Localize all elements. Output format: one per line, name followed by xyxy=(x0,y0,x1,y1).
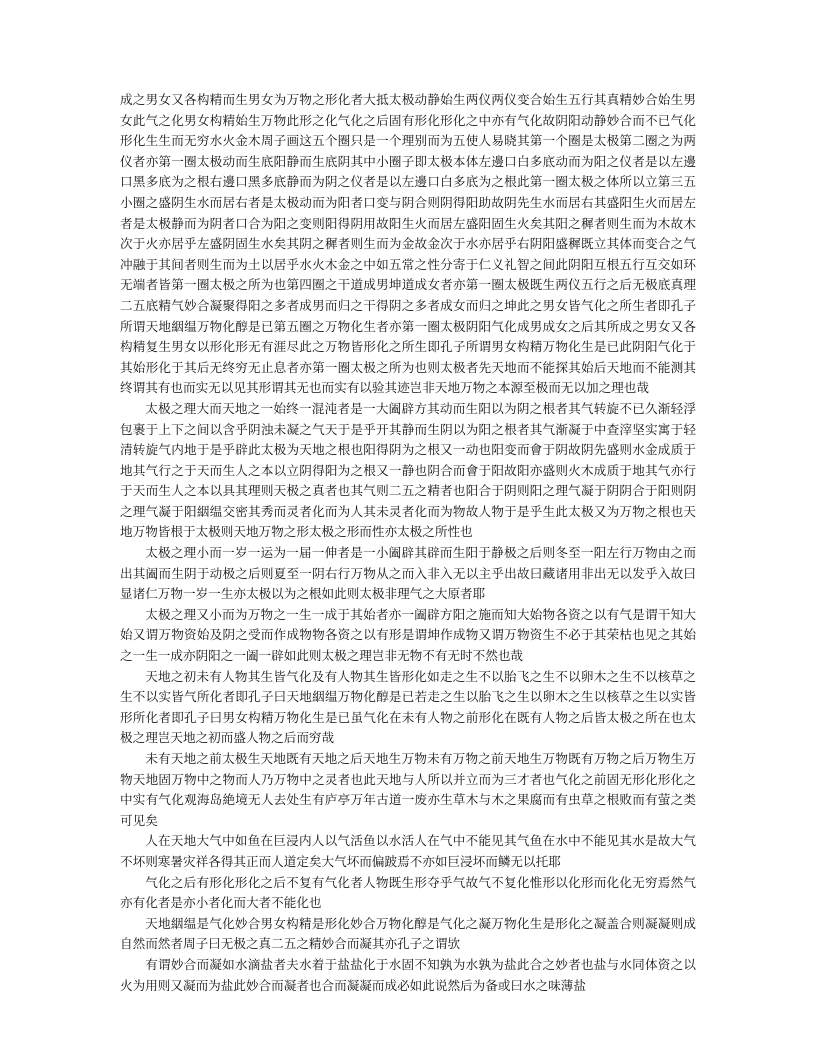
paragraph-2: 太极之理大而天地之一始终一混沌者是一大阖辟方其动而生阳以为阴之根者其气转旋不已久渐轻浮包裹于上下之间以含乎阴浊未凝之气天于是乎开其静而生阴以为阳之根者其气渐凝于中查滓坚实寓于轻清转旋气内地于是乎辟此太极为天地之根也阳得阴为之根又一动也阳变而會于阴故阴先盛则水金成质于地其气行之于天而生人之本以立阴得阳为之根又一静也阴合而會于阳故阳亦盛则火木成质于地其气亦行于天而生人之本以具其理则天极之真者也其气则二五之精者也阳合于阴则阳之理气凝于阴阴合于阳则阴之理气凝于阳絪缊交密其秀而灵者化而为人其未灵者化而为物故人物于是乎生此太极又为万物之根也天地万物皆根于太极则天地万物之形太极之形而性亦太极之所性也 xyxy=(120,400,696,540)
paragraph-5: 天地之初未有人物其生皆气化及有人物其生皆形化如走之生不以胎飞之生不以卵木之生不以核草之生不以实皆气所化者即孔子曰天地絪缊万物化醇是已若走之生以胎飞之生以卵木之生以核草之生以实皆形所化者即孔子曰男女构精万物化生是已虽气化在未有人物之前形化在既有人物之后皆太极之所在也太极之理岂天地之初而盛人物之后而穷哉 xyxy=(120,668,696,746)
paragraph-8: 气化之后有形化形化之后不复有气化者人物既生形夺乎气故气不复化惟形以化形而化化无穷焉然气亦有化者是亦小者化而大者不能化也 xyxy=(120,874,696,911)
paragraph-4: 太极之理又小而为万物之一生一成于其始者亦一阖辟方阳之施而知大始物各资之以有气是谓干知大始又谓万物资始及阴之受而作成物物各资之以有形是谓坤作成物又谓万物资生不必于其荣枯也见之其始之一生一成亦阴阳之一阖一辟如此则太极之理岂非无物不有无时不然也哉 xyxy=(120,606,696,664)
paragraph-7: 人在天地大气中如鱼在巨浸内人以气活鱼以水活人在气中不能见其气鱼在水中不能见其水是故大气不坏则寒暑灾祥各得其正而人道定矣大气坏而偏跛焉不亦如巨浸坏而鳞无以托耶 xyxy=(120,833,696,869)
paragraph-1: 成之男女又各构精而生男女为万物之形化者大抵太极动静始生两仪两仪变合始生五行其真精妙合始生男女此气之化男女构精始生万物此形之化气化之后固有形化形化之中亦有气化故阴阳动静妙合而不已气化形化生生而无穷水火金木周子画这五个圈只是一个理别而为五使人易晓其第一个圈是太极第二圈之为两仪者亦第一圈太极动而生底阳静而生底阴其中小圈子即太极本体左邊口白多底动而为阳之仪者是以左邊口黑多底为之根右邊口黑多底静而为阴之仪者是以左邊口白多底为之根此第一圈太极之体所以立第三五小圈之盛阴生水而居右者是太极动而为阳者口变与阴合则阴得阳助故阴先生水而居右其盛阳生火而居左者是太极静而为阴者口合为阳之变则阳得阴用故阳生火而居左盛阳固生火矣其阳之穉者则生而为木故木次于火亦居乎左盛阴固生水矣其阴之穉者则生而为金故金次于水亦居乎右阴阳盛穉既立其体而变合之气冲融于其间者则生而为土以居乎水火木金之中如五常之性分寄于仁义礼智之间此阴阳互根五行互交如环无端者皆第一圈太极之所为也第四圈之干道成男坤道成女者亦第一圈太极既生两仪五行之后无极底真理二五底精气妙合凝聚得阳之多者成男而归之干得阴之多者成女而归之坤此之男女皆气化之所生者即孔子所谓天地絪缊万物化醇是已第五圈之万物化生者亦第一圈太极阴阳气化成男成女之后其所成之男女又各构精复生男女以形化形无有涯尽此之万物皆形化之所生即孔子所谓男女构精万物化生是已此阴阳气化于其始形化于其后无终穷无止息者亦第一圈太极之所为也则太极者先天地而不能探其始后天地而不能测其终谓其有也而实无以见其形谓其无也而实有以验其迹岂非天地万物之本源至极而无以加之理也哉 xyxy=(120,92,696,396)
paragraph-10: 有谓妙合而凝如水滴盐者夫水着于盐盐化于水固不知孰为水孰为盐此合之妙者也盐与水同体资之以火为用则又凝而为盐此妙合而凝者也合而凝凝而成必如此说然后为备或曰水之味薄盐 xyxy=(120,956,696,993)
paragraph-3: 太极之理小而一岁一运为一届一伸者是一小阖辟其辟而生阳于静极之后则冬至一阳左行万物由之而出其阖而生阴于动极之后则夏至一阴右行万物从之而入非入无以主乎出故曰藏诸用非出无以发乎入故曰显诸仁万物一岁一生亦太极以为之根如此则太极非理气之大原者耶 xyxy=(120,545,696,602)
paragraph-9: 天地絪缊是气化妙合男女构精是形化妙合万物化醇是气化之凝万物化生是形化之凝盖合则凝凝则成自然而然者周子曰无极之真二五之精妙合而凝其亦孔子之谓欤 xyxy=(120,915,696,952)
document-page xyxy=(120,90,696,996)
paragraph-6: 未有天地之前太极生天地既有天地之后天地生万物未有万物之前天地生万物既有万物之后万物生万物天地固万物中之物而人乃万物中之灵者也此天地与人所以并立而为三才者也气化之前固无形化形化之中实有气化观海岛絶境无人去处生有庐亭万年古道一废亦生草木与木之果腐而有虫草之根败而有萤之类可见矣 xyxy=(120,751,696,828)
